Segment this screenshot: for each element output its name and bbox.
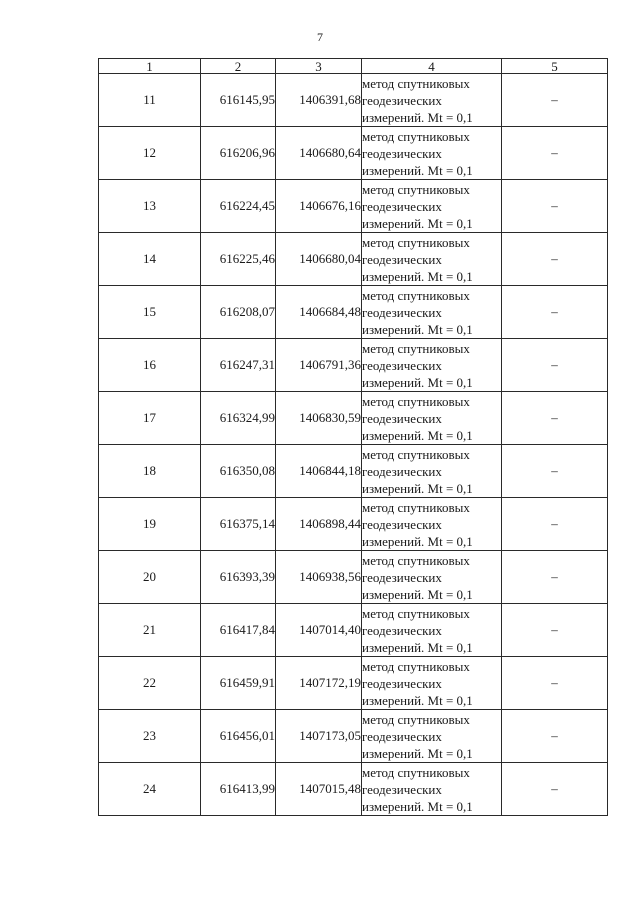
table-row: [99, 180, 608, 233]
point-number: 19: [99, 498, 201, 551]
determination-method: [362, 498, 502, 551]
coordinate-x: 616247,31: [201, 339, 276, 392]
note-dash: –: [502, 498, 608, 551]
table-row: [99, 286, 608, 339]
note-dash: –: [502, 604, 608, 657]
determination-method: [362, 657, 502, 710]
point-number: 11: [99, 74, 201, 127]
page-number: 7: [317, 30, 323, 44]
point-number: 23: [99, 710, 201, 763]
method-line: метод спутниковых: [362, 393, 470, 409]
coordinate-x: 616324,99: [201, 392, 276, 445]
coordinate-y: 1406391,68: [276, 74, 362, 127]
point-number: 14: [99, 233, 201, 286]
note-dash: –: [502, 286, 608, 339]
table-row: [99, 445, 608, 498]
determination-method: [362, 180, 502, 233]
note-dash: –: [502, 551, 608, 604]
coordinate-y: 1406676,16: [276, 180, 362, 233]
determination-method: [362, 339, 502, 392]
coordinate-y: 1406680,64: [276, 127, 362, 180]
determination-method: [362, 392, 502, 445]
point-number: 16: [99, 339, 201, 392]
method-line: измерений. Mt = 0,1: [362, 745, 473, 761]
method-line: измерений. Mt = 0,1: [362, 321, 473, 337]
determination-method: [362, 74, 502, 127]
method-line: измерений. Mt = 0,1: [362, 639, 473, 655]
note-dash: –: [502, 74, 608, 127]
coordinate-x: 616206,96: [201, 127, 276, 180]
coordinate-y: 1406680,04: [276, 233, 362, 286]
point-number: 13: [99, 180, 201, 233]
method-line: метод спутниковых: [362, 499, 470, 515]
method-line: геодезических: [362, 92, 442, 108]
method-line: метод спутниковых: [362, 764, 470, 780]
method-line: метод спутниковых: [362, 234, 470, 250]
coordinate-x: 616224,45: [201, 180, 276, 233]
table-row: [99, 339, 608, 392]
point-number: 18: [99, 445, 201, 498]
coordinate-y: 1407173,05: [276, 710, 362, 763]
determination-method: [362, 710, 502, 763]
coordinate-x: 616413,99: [201, 763, 276, 816]
method-line: метод спутниковых: [362, 340, 470, 356]
point-number: 15: [99, 286, 201, 339]
coordinate-y: 1406830,59: [276, 392, 362, 445]
determination-method: [362, 445, 502, 498]
method-line: измерений. Mt = 0,1: [362, 215, 473, 231]
coordinate-x: 616417,84: [201, 604, 276, 657]
method-line: измерений. Mt = 0,1: [362, 480, 473, 496]
table-row: [99, 604, 608, 657]
column-header-4: 4: [362, 59, 502, 74]
point-number: 24: [99, 763, 201, 816]
note-dash: –: [502, 445, 608, 498]
coordinate-x: 616393,39: [201, 551, 276, 604]
method-line: измерений. Mt = 0,1: [362, 533, 473, 549]
point-number: 22: [99, 657, 201, 710]
determination-method: [362, 763, 502, 816]
coordinate-x: 616208,07: [201, 286, 276, 339]
method-line: измерений. Mt = 0,1: [362, 162, 473, 178]
coordinate-y: 1406791,36: [276, 339, 362, 392]
method-line: метод спутниковых: [362, 552, 470, 568]
method-line: геодезических: [362, 569, 442, 585]
method-line: измерений. Mt = 0,1: [362, 692, 473, 708]
table-row: [99, 233, 608, 286]
method-line: измерений. Mt = 0,1: [362, 427, 473, 443]
coordinates-table: [98, 58, 608, 816]
method-line: геодезических: [362, 728, 442, 744]
method-line: измерений. Mt = 0,1: [362, 268, 473, 284]
coordinate-y: 1406938,56: [276, 551, 362, 604]
method-line: метод спутниковых: [362, 287, 470, 303]
method-line: измерений. Mt = 0,1: [362, 798, 473, 814]
note-dash: –: [502, 339, 608, 392]
method-line: измерений. Mt = 0,1: [362, 374, 473, 390]
point-number: 12: [99, 127, 201, 180]
table-row: [99, 763, 608, 816]
method-line: метод спутниковых: [362, 75, 470, 91]
note-dash: –: [502, 392, 608, 445]
method-line: геодезических: [362, 675, 442, 691]
note-dash: –: [502, 233, 608, 286]
method-line: метод спутниковых: [362, 711, 470, 727]
column-header-2: 2: [201, 59, 276, 74]
method-line: метод спутниковых: [362, 128, 470, 144]
method-line: геодезических: [362, 463, 442, 479]
method-line: геодезических: [362, 357, 442, 373]
column-header-5: 5: [502, 59, 608, 74]
method-line: метод спутниковых: [362, 605, 470, 621]
coordinate-x: 616225,46: [201, 233, 276, 286]
table-row: [99, 657, 608, 710]
note-dash: –: [502, 180, 608, 233]
table-header-row: [99, 59, 608, 74]
method-line: метод спутниковых: [362, 181, 470, 197]
coordinate-x: 616350,08: [201, 445, 276, 498]
table-row: [99, 551, 608, 604]
method-line: геодезических: [362, 251, 442, 267]
note-dash: –: [502, 657, 608, 710]
method-line: геодезических: [362, 516, 442, 532]
coordinate-y: 1407172,19: [276, 657, 362, 710]
determination-method: [362, 233, 502, 286]
coordinate-x: 616375,14: [201, 498, 276, 551]
method-line: геодезических: [362, 198, 442, 214]
table-row: [99, 127, 608, 180]
method-line: геодезических: [362, 410, 442, 426]
method-line: геодезических: [362, 304, 442, 320]
table-row: [99, 498, 608, 551]
table-row: [99, 74, 608, 127]
method-line: метод спутниковых: [362, 658, 470, 674]
coordinate-x: 616459,91: [201, 657, 276, 710]
table-row: [99, 710, 608, 763]
coordinate-x: 616456,01: [201, 710, 276, 763]
coordinate-y: 1407014,40: [276, 604, 362, 657]
method-line: метод спутниковых: [362, 446, 470, 462]
table-body: [99, 74, 608, 816]
method-line: геодезических: [362, 622, 442, 638]
point-number: 17: [99, 392, 201, 445]
determination-method: [362, 127, 502, 180]
coordinate-y: 1407015,48: [276, 763, 362, 816]
point-number: 20: [99, 551, 201, 604]
determination-method: [362, 286, 502, 339]
coordinate-x: 616145,95: [201, 74, 276, 127]
note-dash: –: [502, 127, 608, 180]
method-line: геодезических: [362, 781, 442, 797]
table-row: [99, 392, 608, 445]
determination-method: [362, 604, 502, 657]
note-dash: –: [502, 763, 608, 816]
column-header-1: 1: [99, 59, 201, 74]
method-line: измерений. Mt = 0,1: [362, 586, 473, 602]
method-line: геодезических: [362, 145, 442, 161]
note-dash: –: [502, 710, 608, 763]
point-number: 21: [99, 604, 201, 657]
coordinate-y: 1406898,44: [276, 498, 362, 551]
column-header-3: 3: [276, 59, 362, 74]
method-line: измерений. Mt = 0,1: [362, 109, 473, 125]
coordinate-y: 1406844,18: [276, 445, 362, 498]
coordinate-y: 1406684,48: [276, 286, 362, 339]
determination-method: [362, 551, 502, 604]
